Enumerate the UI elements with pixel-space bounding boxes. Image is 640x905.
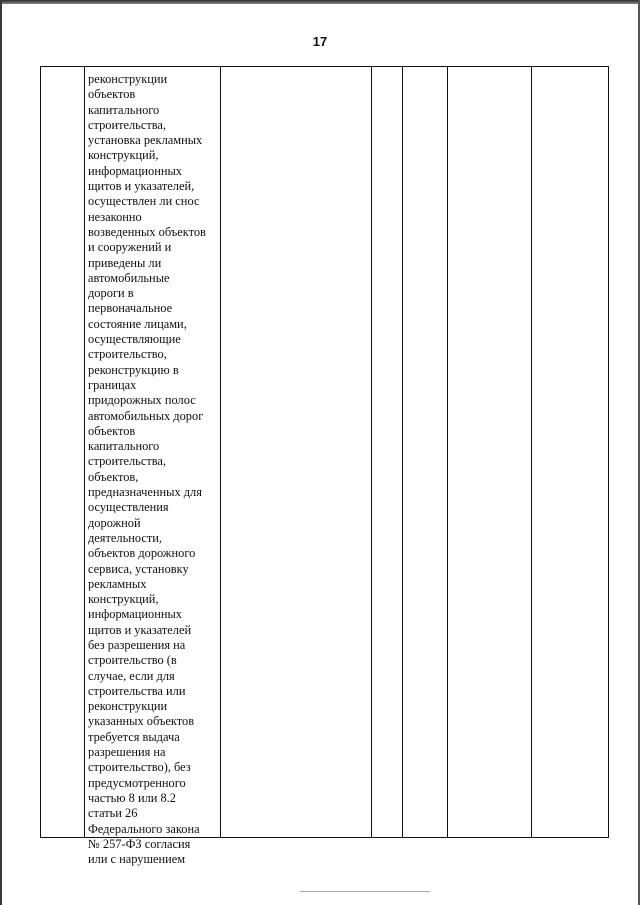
cell-text-line: требуется выдача <box>88 729 180 744</box>
table-column-border <box>84 66 85 838</box>
cell-text-line: возведенных объектов <box>88 224 206 239</box>
cell-text-line: информационных <box>88 607 182 622</box>
cell-text-line: и сооружений и <box>88 240 172 255</box>
cell-text-line: реконструкции <box>88 699 168 714</box>
scan-left-edge <box>0 0 2 905</box>
cell-text-line: установка рекламных <box>88 133 203 148</box>
table-column-border <box>220 66 221 838</box>
cell-text-line: информационных <box>88 163 182 178</box>
cell-text-line: строительства или <box>88 683 186 698</box>
cell-text-line: щитов и указателей <box>88 622 192 637</box>
cell-text-line: без разрешения на <box>88 637 186 652</box>
cell-text-line: незаконно <box>88 209 142 224</box>
cell-text-line: автомобильные <box>88 270 170 285</box>
cell-text-line: придорожных полос <box>88 393 196 408</box>
cell-text-line: осуществления <box>88 500 169 515</box>
cell-text-line: автомобильных дорог <box>88 408 204 423</box>
cell-text-line: деятельности, <box>88 530 163 545</box>
cell-text-line: строительство (в <box>88 653 177 668</box>
cell-text-line: разрешения на <box>88 745 166 760</box>
cell-text-line: частью 8 или 8.2 <box>88 790 176 805</box>
cell-text-line: приведены ли <box>88 255 162 270</box>
cell-text-line: указанных объектов <box>88 714 195 729</box>
cell-text-line: или с нарушением <box>88 852 186 867</box>
cell-text-line: предназначенных для <box>88 485 202 500</box>
cell-text-line: капитального <box>88 102 160 117</box>
scan-top-edge <box>0 0 640 4</box>
cell-text-line: конструкций, <box>88 148 159 163</box>
cell-text-line: осуществляющие <box>88 332 181 347</box>
cell-text-line: дорожной <box>88 515 141 530</box>
cell-text-line: капитального <box>88 439 160 454</box>
cell-text-line: реконструкцию в <box>88 362 179 377</box>
cell-text-line: Федерального закона <box>88 821 200 836</box>
cell-text-line: предусмотренного <box>88 775 186 790</box>
table-top-border <box>40 66 609 67</box>
table-column-border <box>402 66 403 838</box>
table-cell-description <box>88 72 220 867</box>
cell-text-line: объектов, <box>88 469 139 484</box>
table-column-border <box>531 66 532 838</box>
cell-text-line: реконструкции <box>88 72 168 86</box>
cell-text-line: объектов дорожного <box>88 546 196 561</box>
cell-text-line: № 257-ФЗ согласия <box>88 836 191 851</box>
table-column-border <box>608 66 609 838</box>
cell-text-line: конструкций, <box>88 592 159 607</box>
cell-text-line: границах <box>88 377 137 392</box>
table-column-border <box>447 66 448 838</box>
cell-text-line: строительства, <box>88 117 167 132</box>
cell-text-line: статьи 26 <box>88 806 138 821</box>
cell-text-line: случае, если для <box>88 668 175 683</box>
cell-text-line: щитов и указателей, <box>88 179 195 194</box>
cell-text-line: дороги в <box>88 286 134 301</box>
cell-text-line: рекламных <box>88 576 147 591</box>
cell-text-line: объектов <box>88 87 136 102</box>
cell-text-line: сервиса, установку <box>88 561 189 576</box>
scan-bottom-mark <box>300 891 430 892</box>
cell-text-line: состояние лицами, <box>88 316 187 331</box>
cell-text-line: осуществлен ли снос <box>88 194 200 209</box>
cell-text-line: строительство), без <box>88 760 191 775</box>
table-column-border <box>40 66 41 838</box>
table-column-border <box>371 66 372 838</box>
cell-text-line: первоначальное <box>88 301 173 316</box>
cell-text-line: строительства, <box>88 454 167 469</box>
page-number: 17 <box>312 34 328 49</box>
cell-text-line: строительство, <box>88 347 167 362</box>
cell-text-line: объектов <box>88 423 136 438</box>
